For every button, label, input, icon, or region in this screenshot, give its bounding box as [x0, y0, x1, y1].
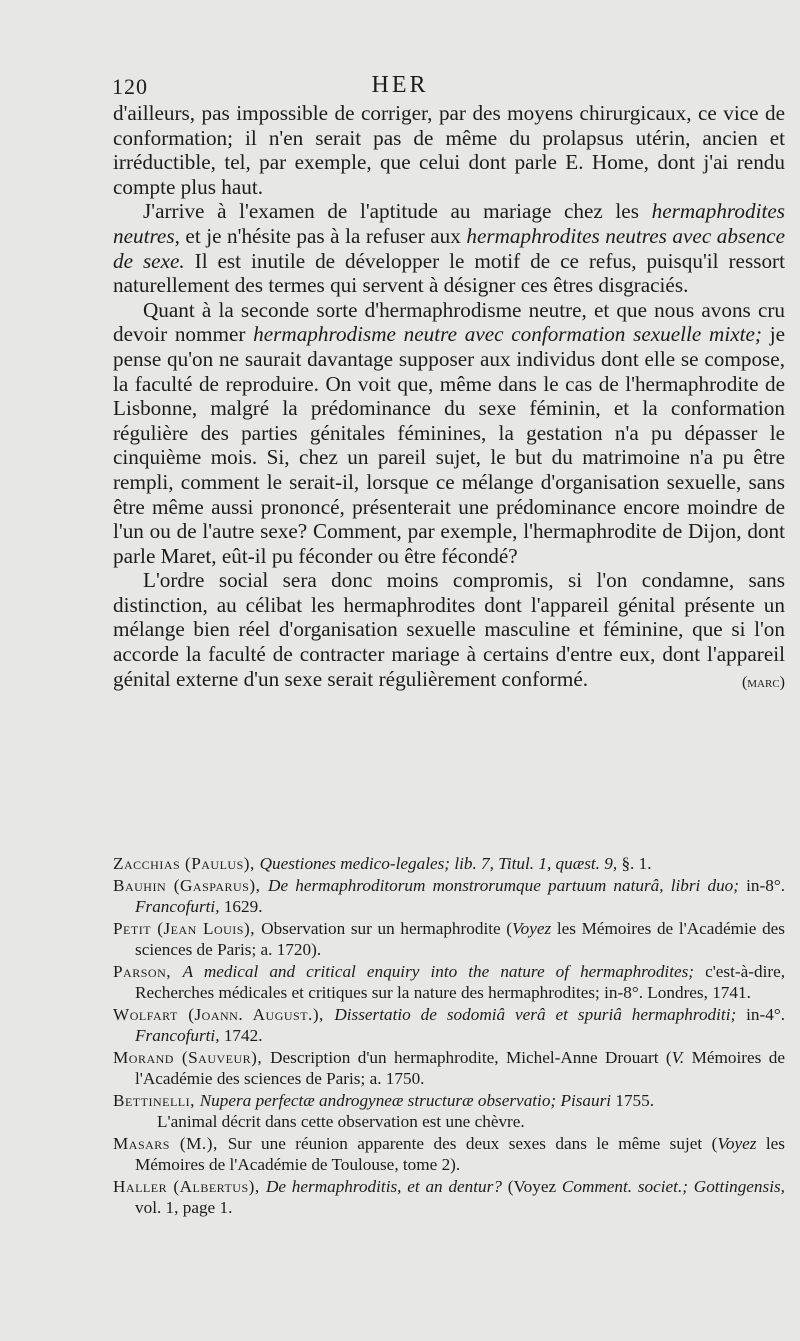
bib-entry-wolfart: Wolfart (Joann. August.), Dissertatio de sodomiâ verâ et spuriâ hermaphroditi; in-4°. Francofurti, 1742.	[113, 1004, 786, 1045]
bib-entry-masars: Masars (M.), Sur une réunion apparente des deux sexes dans le même sujet (Voyez les Mémoires de l'Académie de Toulouse, tome 2).	[113, 1133, 785, 1174]
bibliography	[113, 853, 785, 1219]
paragraph-1: d'ailleurs, pas impossible de corriger, par des moyens chirurgicaux, ce vice de conformation; il n'en serait pas de même du prolapsus utérin, ancien et irréductible, tel, par exemple, que celui dont parle E. Home, dont j'ai rendu compte plus haut.	[113, 101, 785, 199]
page-number: 120	[112, 74, 148, 99]
paragraph-4: L'ordre social sera donc moins compromis, si l'on condamne, sans distinction, au célibat les hermaphrodites dont l'appareil génital présente un mélange bien réel d'organisation sexuelle masculine et féminine, que si l'on accorde la faculté de contracter mariage à certains d'entre eux, dont l'appareil génital externe d'un sexe serait régulièrement conformé. (marc)	[113, 568, 785, 691]
bib-entry-haller: Haller (Albertus), De hermaphroditis, et an dentur? (Voyez Comment. societ.; Gottingensis, vol. 1, page 1.	[113, 1176, 785, 1217]
page-header	[0, 66, 800, 100]
bib-entry-bauhin: Bauhin (Gasparus), De hermaphroditorum monstrorumque partuum naturâ, libri duo; in-8°. Francofurti, 1629.	[113, 875, 786, 916]
paragraph-3: Quant à la seconde sorte d'hermaphrodisme neutre, et que nous avons cru devoir nommer hermaphrodisme neutre avec conformation sexuelle mixte; je pense qu'on ne saurait davantage supposer aux individus dont elle se compose, la faculté de reproduire. On voit que, même dans le cas de l'hermaphrodite de Lisbonne, malgré la prédominance du sexe féminin, et la conformation régulière des parties génitales féminines, la gestation n'a pu dépasser le cinquième mois. Si, chez un pareil sujet, le but du matrimoine n'a pu être rempli, comment le serait-il, lorsque ce mélange d'organisation sexuelle, sans être même aussi prononcé, présenterait une prédominance encore moindre de l'un ou de l'autre sexe? Comment, par exemple, l'hermaphrodite de Dijon, dont parle Maret, eût-il pu féconder ou être fécondé?	[113, 297, 785, 568]
main-text	[113, 101, 785, 695]
paragraph-2: J'arrive à l'examen de l'aptitude au mariage chez les hermaphrodites neutres, et je n'hésite pas à la refuser aux hermaphrodites neutres avec absence de sexe. Il est inutile de développer le motif de ce refus, puisqu'il ressort naturellement des termes qui servent à désigner ces êtres disgraciés.	[113, 199, 785, 298]
bib-entry-morand: Morand (Sauveur), Description d'un hermaphrodite, Michel-Anne Drouart (V. Mémoires de l'Académie des sciences de Paris; a. 1750.	[113, 1047, 785, 1088]
bib-note-bettinelli: L'animal décrit dans cette observation est une chèvre.	[157, 1112, 525, 1131]
bib-entry-bettinelli: Bettinelli, Nupera perfectæ androgyneæ structuræ observatio; Pisauri 1755.	[113, 1090, 655, 1110]
bib-entry-petit: Petit (Jean Louis), Observation sur un hermaphrodite (Voyez les Mémoires de l'Académie des sciences de Paris; a. 1720).	[113, 918, 785, 959]
running-head: HER	[371, 72, 429, 98]
author-signoff: (marc)	[741, 673, 785, 691]
bib-entry-parson: Parson, A medical and critical enquiry into the nature of hermaphrodites; c'est-à-dire, Recherches médicales et critiques sur la nature des hermaphrodites; in-8°. Londres, 1741.	[113, 961, 785, 1002]
bib-entry-zacchias: Zacchias (Paulus), Questiones medico-legales; lib. 7, Titul. 1, quæst. 9, §. 1.	[113, 854, 652, 873]
